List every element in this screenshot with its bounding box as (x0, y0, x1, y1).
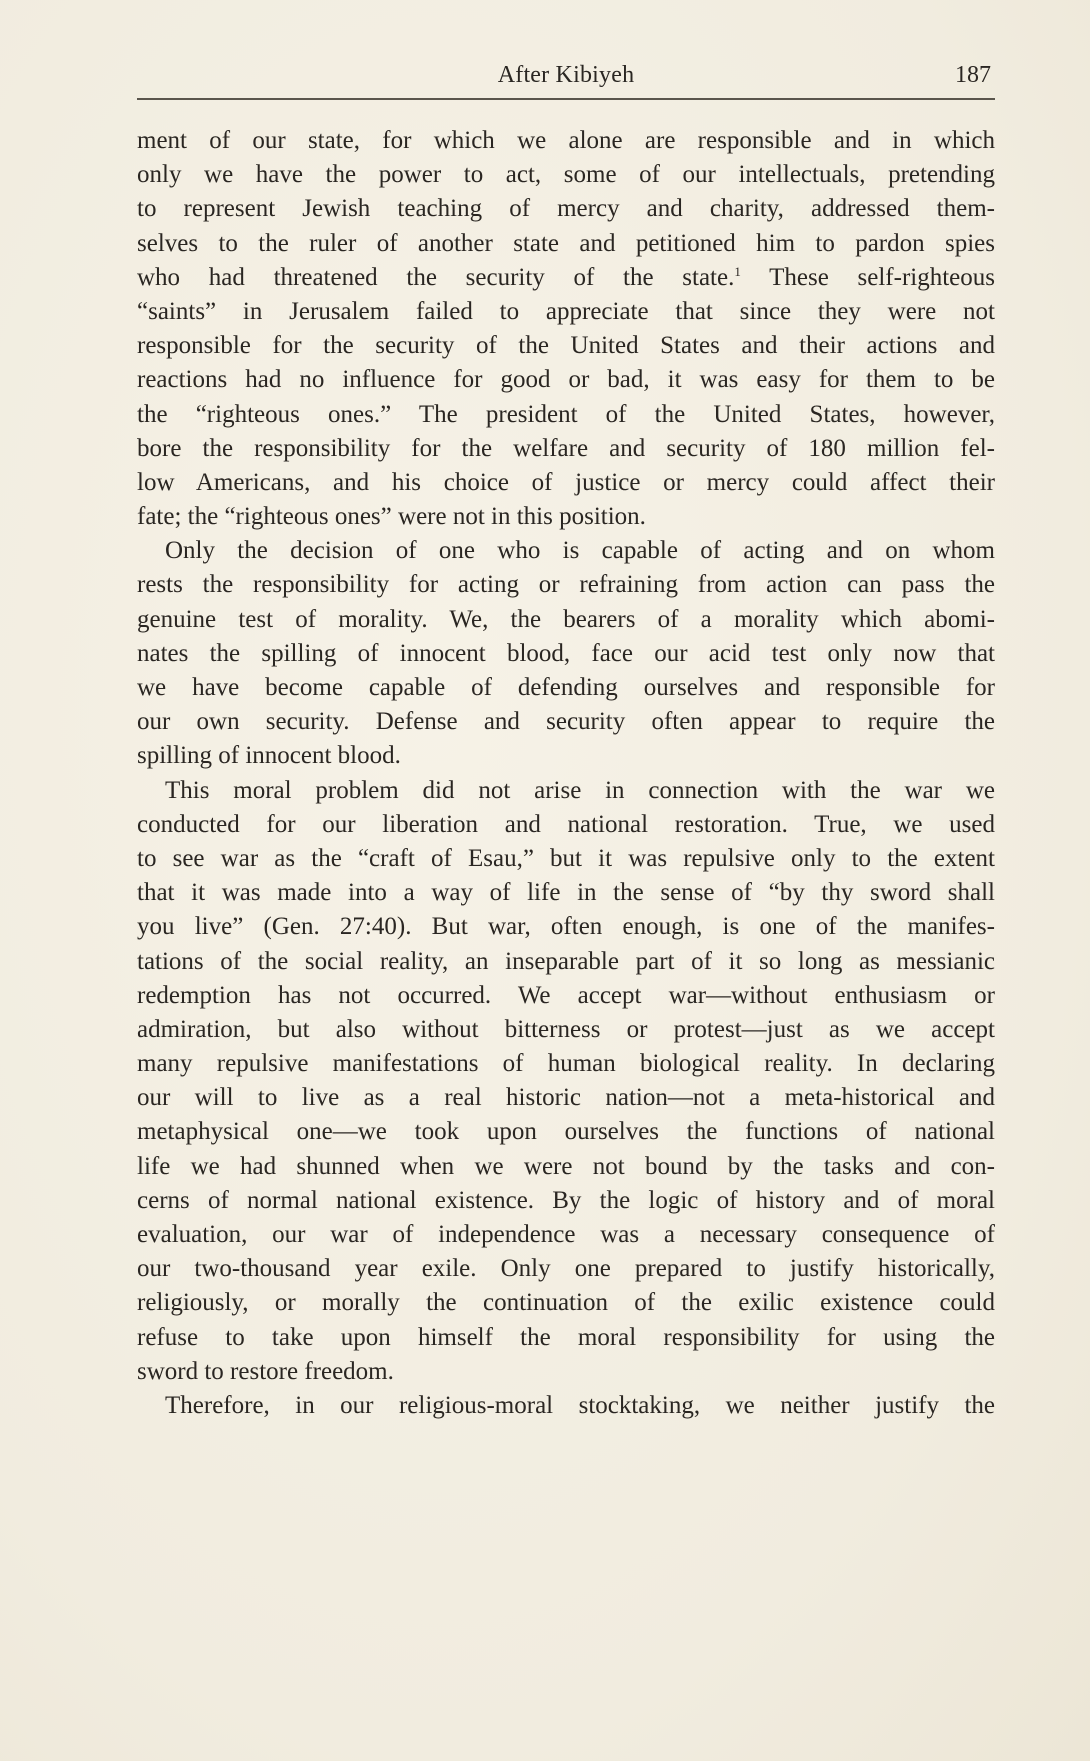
line-text: These self-righteous (740, 263, 995, 291)
running-title: After Kibiyeh (497, 62, 635, 88)
line-text: spilling of innocent blood. (137, 742, 401, 770)
text-line (137, 227, 995, 261)
text-line (137, 1150, 995, 1184)
page-number: 187 (955, 62, 991, 88)
footnote-marker[interactable]: 1 (734, 263, 741, 279)
text-line (137, 1252, 995, 1286)
line-text: ment of our state, for which we alone are responsible and in which (137, 127, 995, 154)
text-line (137, 158, 995, 192)
paragraph-first-line (137, 774, 995, 808)
text-line (137, 808, 995, 842)
text-line (137, 945, 995, 979)
text-line (137, 398, 995, 432)
line-text: responsible for the security of the United States and their actions and (137, 332, 995, 360)
line-text: conducted for our liberation and national restoration. True, we used (137, 810, 995, 838)
line-text: metaphysical one—we took upon ourselves the functions of national (137, 1118, 995, 1146)
line-text: nates the spilling of innocent blood, face our acid test only now that (137, 639, 995, 667)
line-text: admiration, but also without bitterness or protest—just as we accept (137, 1015, 995, 1043)
line-text: you live” (Gen. 27:40). But war, often enough, is one of the manifes- (137, 913, 995, 941)
line-text: tations of the social reality, an inseparable part of it so long as messianic (137, 947, 995, 975)
text-line (137, 1081, 995, 1115)
line-text: Only the decision of one who is capable of acting and on whom (165, 537, 995, 565)
line-text: Therefore, in our religious-moral stocktaking, we neither justify the (165, 1391, 995, 1419)
text-line (137, 637, 995, 671)
text-line (137, 261, 995, 295)
text-line (137, 1184, 995, 1218)
line-text: cerns of normal national existence. By the logic of history and of moral (137, 1186, 995, 1214)
text-line (137, 1286, 995, 1320)
text-line (137, 568, 995, 602)
text-line (137, 603, 995, 637)
line-text: bore the responsibility for the welfare and security of 180 million fel- (137, 434, 995, 462)
line-text: to see war as the “craft of Esau,” but it was repulsive only to the extent (137, 844, 995, 872)
line-text: rests the responsibility for acting or refraining from action can pass the (137, 571, 995, 599)
text-line (137, 1218, 995, 1252)
line-text: many repulsive manifestations of human biological reality. In declaring (137, 1050, 995, 1078)
body-text (137, 124, 995, 1423)
line-text: only we have the power to act, some of our intellectuals, pretending (137, 161, 995, 189)
text-line (137, 500, 995, 534)
text-line (137, 739, 995, 773)
line-text: the “righteous ones.” The president of the United States, however, (137, 400, 995, 428)
line-text: to represent Jewish teaching of mercy and charity, addressed them- (137, 195, 995, 223)
line-text: low Americans, and his choice of justice or mercy could affect their (137, 468, 995, 496)
text-line (137, 1115, 995, 1149)
text-line (137, 295, 995, 329)
line-text: religiously, or morally the continuation of the exilic existence could (137, 1289, 995, 1317)
text-line (137, 842, 995, 876)
text-line (137, 363, 995, 397)
line-text: This moral problem did not arise in connection with the war we (165, 776, 995, 804)
line-text: fate; the “righteous ones” were not in this position. (137, 503, 646, 531)
line-text: our own security. Defense and security often appear to require the (137, 708, 995, 736)
text-line (137, 432, 995, 466)
running-head (137, 58, 995, 98)
line-text: reactions had no influence for good or bad, it was easy for them to be (137, 366, 995, 394)
line-text: redemption has not occurred. We accept war—without enthusiasm or (137, 981, 995, 1009)
line-text: genuine test of morality. We, the bearers of a morality which abomi- (137, 605, 995, 633)
line-text: that it was made into a way of life in the sense of “by thy sword shall (137, 879, 995, 907)
line-text: “saints” in Jerusalem failed to appreciate that since they were not (137, 297, 995, 325)
line-text: sword to restore freedom. (137, 1357, 394, 1385)
line-text: our two-thousand year exile. Only one prepared to justify historically, (137, 1255, 995, 1283)
text-line (137, 671, 995, 705)
text-line (137, 876, 995, 910)
text-line (137, 910, 995, 944)
text-line (137, 1355, 995, 1389)
header-rule (137, 98, 995, 100)
line-text: refuse to take upon himself the moral responsibility for using the (137, 1323, 995, 1351)
text-line (137, 1321, 995, 1355)
text-line (137, 1013, 995, 1047)
paragraph-first-line (137, 1389, 995, 1423)
line-text: evaluation, our war of independence was a necessary consequence of (137, 1221, 995, 1248)
text-line (137, 192, 995, 226)
text-line (137, 979, 995, 1013)
line-text: selves to the ruler of another state and petitioned him to pardon spies (137, 229, 995, 257)
line-text: life we had shunned when we were not bound by the tasks and con- (137, 1152, 995, 1180)
text-line (137, 329, 995, 363)
text-line (137, 124, 995, 158)
line-text: who had threatened the security of the state. (137, 263, 735, 291)
text-line (137, 1047, 995, 1081)
text-line (137, 466, 995, 500)
line-text: we have become capable of defending ourselves and responsible for (137, 674, 995, 701)
line-text: our will to live as a real historic nation—not a meta-historical and (137, 1084, 995, 1112)
text-line (137, 705, 995, 739)
paragraph-first-line (137, 534, 995, 568)
